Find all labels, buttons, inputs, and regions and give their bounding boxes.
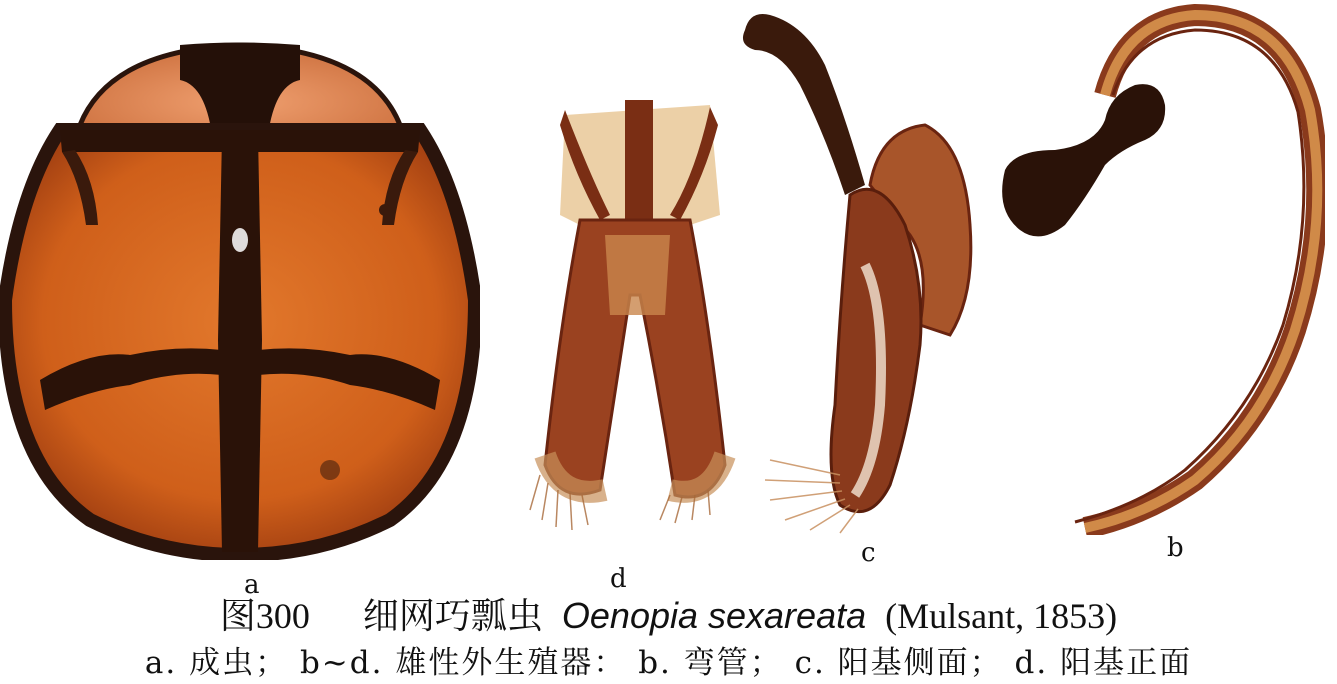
- specular-highlight: [232, 228, 248, 252]
- panel-label-d: d: [610, 564, 627, 594]
- figure-caption-description: a. 成虫； b~d. 雄性外生殖器： b. 弯管； c. 阳基侧面； d. 阳基正面: [144, 645, 1193, 681]
- beetle-body: [5, 43, 475, 556]
- figure-number: 图300: [219, 596, 310, 636]
- figure-caption-title: [0, 596, 1337, 637]
- siphon: [1002, 15, 1317, 528]
- panel-label-c: c: [861, 538, 876, 568]
- panel-label-b: b: [1167, 533, 1184, 563]
- species-authority: (Mulsant, 1853): [885, 596, 1118, 636]
- phallobase-lateral-image: [730, 5, 980, 535]
- siphon-image: [995, 0, 1325, 535]
- phallobase-frontal: [530, 100, 725, 530]
- species-chinese-name: 细网巧瓢虫: [362, 596, 543, 636]
- panel-label-a: a: [244, 570, 260, 600]
- elytral-basal-band: [60, 130, 420, 152]
- phallobase-frontal-image: [520, 95, 740, 535]
- phallobase-lateral: [743, 14, 971, 533]
- species-latin-name: Oenopia sexareata: [561, 595, 867, 636]
- beetle-dorsal-image: [0, 40, 480, 560]
- elytral-suture-stripe: [218, 135, 262, 552]
